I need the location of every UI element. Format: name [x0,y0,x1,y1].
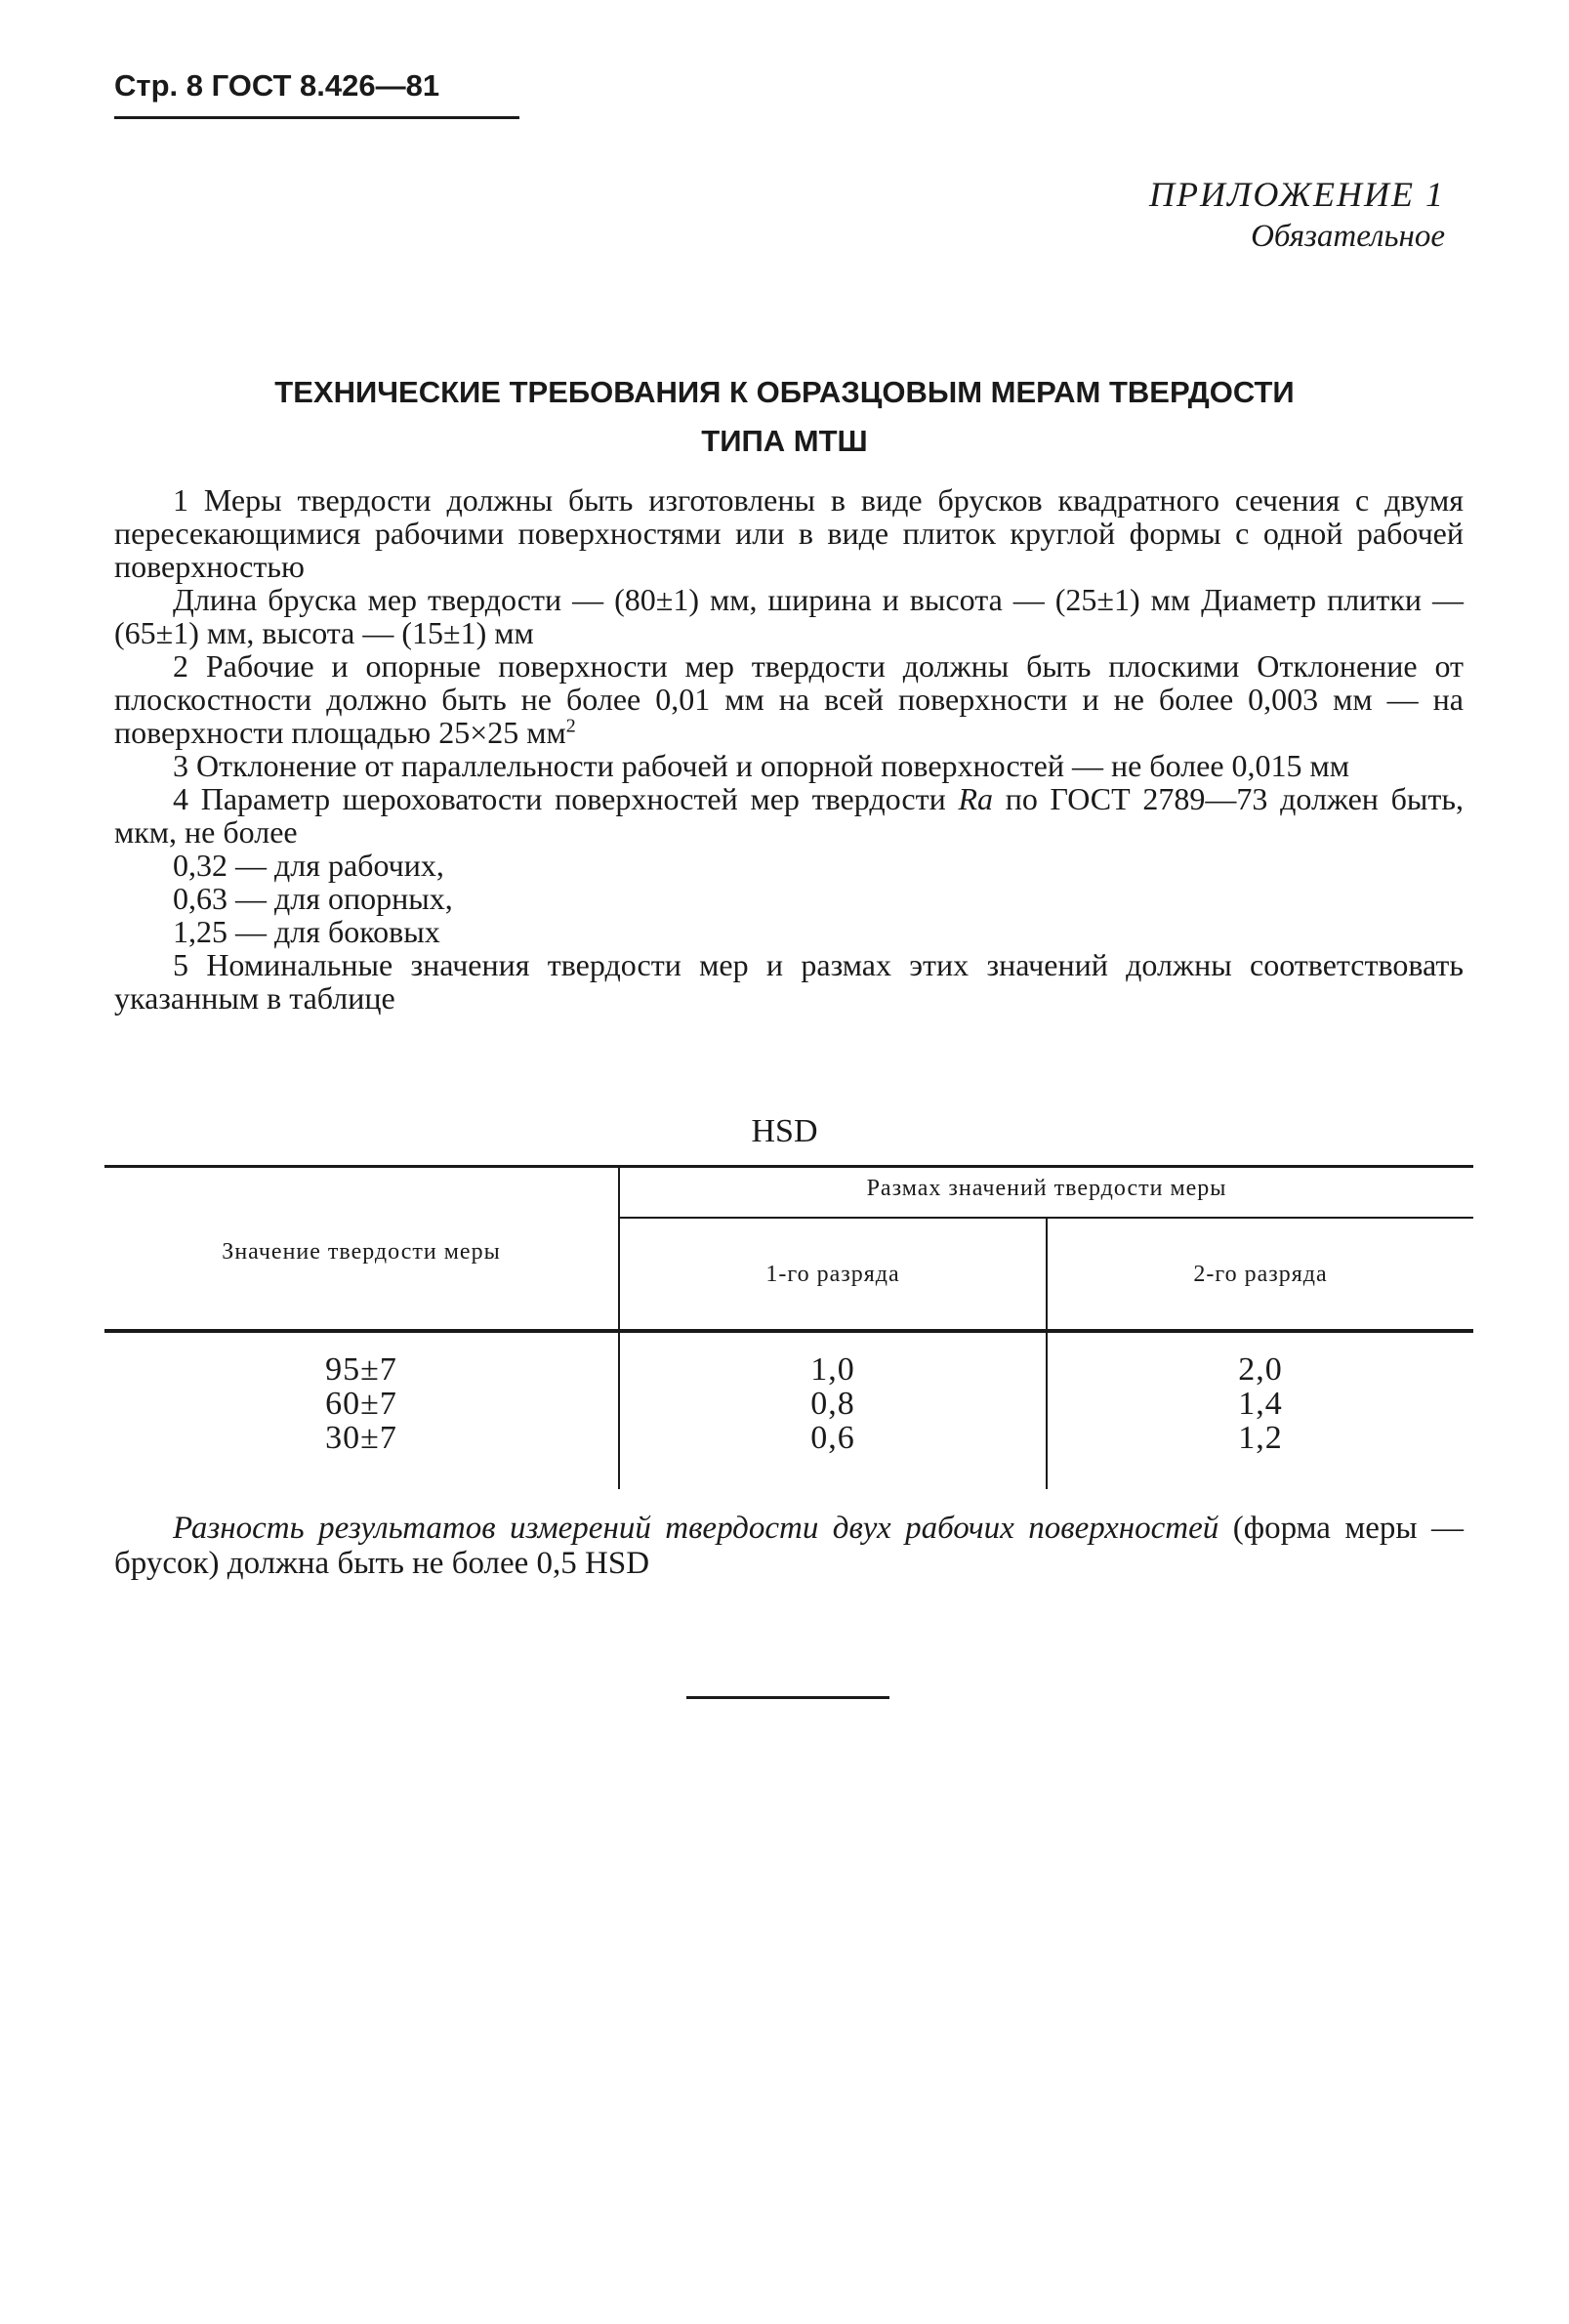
header-class-1: 1-го разряда [765,1262,900,1287]
cell-value-row-1: 95±7 [325,1351,397,1388]
end-rule [686,1696,889,1699]
cell-value-row-3: 30±7 [325,1420,397,1456]
paragraph-2-text: 2 Рабочие и опорные поверхности мер твердости должны быть плоскими Отклонение от плоскостности должно быть не более 0,01 мм на всей поверхности и не более 0,003 мм — на поверхности площадью 25×25 мм [114,648,1464,750]
paragraph-5: 5 Номинальные значения твердости мер и размах этих значений должны соответствовать указанным в таблице [114,947,1464,1016]
requirements-text [114,483,1464,1015]
note-rest: (форма меры — брусок) должна быть не более 0,5 HSD [114,1511,1464,1581]
appendix-label: ПРИЛОЖЕНИЕ 1 [1149,175,1445,214]
header-rule [114,116,519,119]
table-header-rule [104,1329,1473,1333]
cell-value-row-2: 60±7 [325,1386,397,1422]
roughness-item-working: 0,32 — для рабочих, [173,848,444,883]
title-line-2: ТИПА МТШ [701,424,868,458]
document-title [176,368,1393,466]
cell-class1-row-2: 0,8 [810,1386,855,1422]
table-top-rule [104,1165,1473,1168]
paragraph-3: 3 Отклонение от параллельности рабочей и опорной поверхностей — не более 0,015 мм [173,748,1350,783]
paragraph-2-superscript: 2 [565,715,576,737]
cell-class2-row-1: 2,0 [1238,1351,1283,1388]
header-hardness-value: Значение твердости меры [222,1239,501,1265]
paragraph-4-ra: Ra [958,781,993,816]
cell-class1-row-1: 1,0 [810,1351,855,1388]
appendix-block [1149,174,1445,255]
appendix-status: Обязательное [1251,219,1445,254]
cell-class1-row-3: 0,6 [810,1420,855,1456]
cell-class2-row-2: 1,4 [1238,1386,1283,1422]
roughness-item-side: 1,25 — для боковых [173,914,440,949]
paragraph-4-text-a: 4 Параметр шероховатости поверхностей мер твердости [173,781,946,816]
paragraph-1: 1 Меры твердости должны быть изготовлены в виде брусков квадратного сечения с двумя пересекающимися рабочими поверхностями или в виде плиток круглой формы с одной рабочей поверхностью [114,482,1464,584]
paragraph-4 [114,782,1464,849]
paragraph-2 [114,649,1464,749]
table-caption: HSD [751,1113,818,1149]
cell-class2-row-3: 1,2 [1238,1420,1283,1456]
note-italic: Разность результатов измерений твердости двух рабочих поверхностей [173,1511,1219,1546]
header-class-2: 2-го разряда [1193,1262,1328,1287]
header-range-group: Размах значений твердости меры [866,1176,1227,1201]
paragraph-4-text-b: по ГОСТ 2789—73 должен быть, мкм, не более [114,781,1464,850]
paragraph-1-dimensions: Длина бруска мер твердости — (80±1) мм, ширина и высота — (25±1) мм Диаметр плитки — (65±1) мм, высота — (15±1) мм [114,582,1464,650]
title-line-1: ТЕХНИЧЕСКИЕ ТРЕБОВАНИЯ К ОБРАЗЦОВЫМ МЕРАМ ТВЕРДОСТИ [274,375,1295,409]
table-note [114,1511,1464,1581]
roughness-item-support: 0,63 — для опорных, [173,881,453,916]
page-header: Стр. 8 ГОСТ 8.426—81 [114,68,440,103]
